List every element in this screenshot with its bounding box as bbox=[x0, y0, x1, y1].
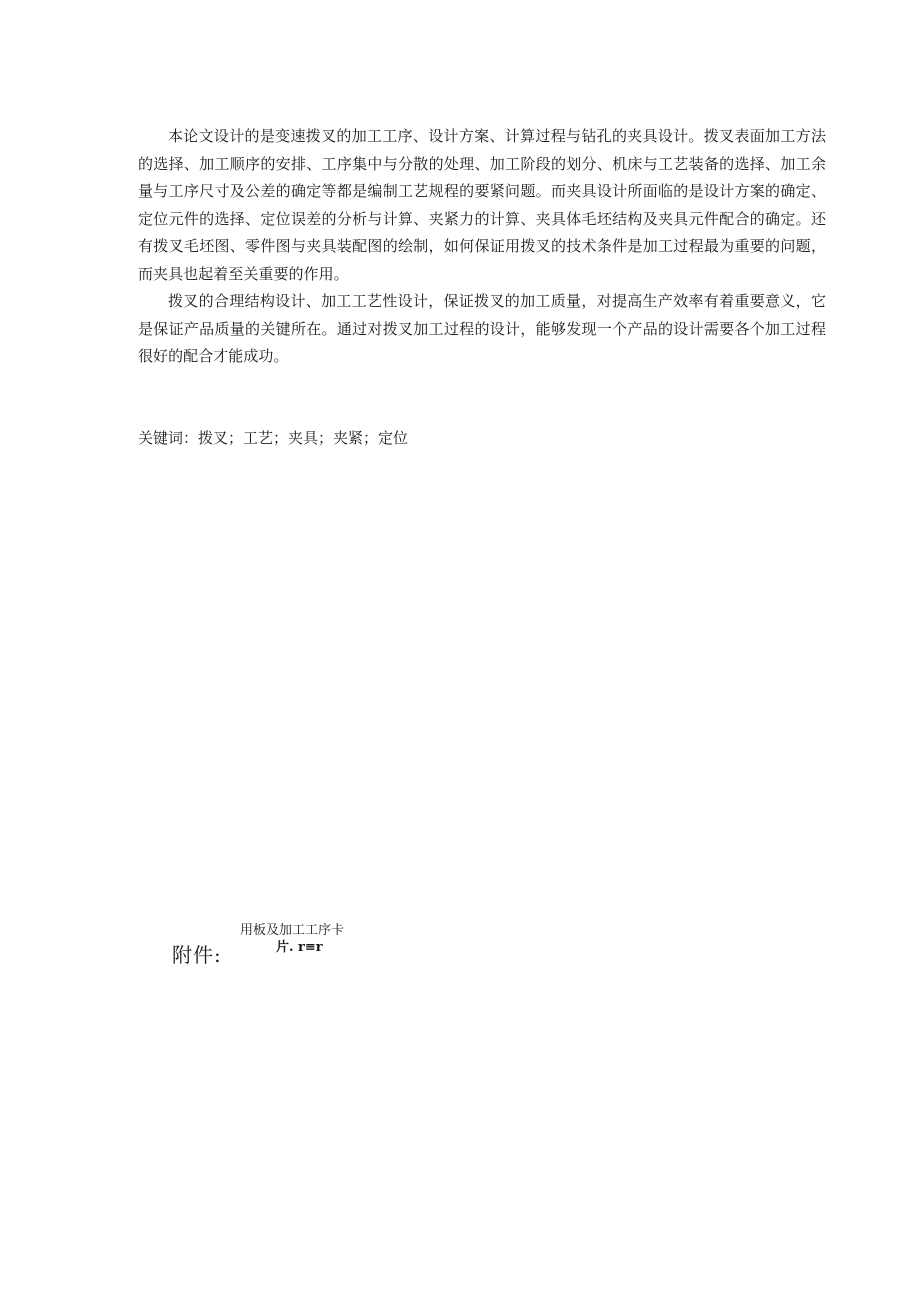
abstract-paragraph-1: 本论文设计的是变速拨叉的加工工序、设计方案、计算过程与钻孔的夹具设计。拨叉表面加工方法的选择、加工顺序的安排、工序集中与分散的处理、加工阶段的划分、机床与工艺装备的选择、加工余量与工序尺寸及公差的确定等都是编制工艺规程的要紧问题。而夹具设计所面临的是设计方案的确定、定位元件的选择、定位误差的分析与计算、夹紧力的计算、夹具体毛坯结构及夹具元件配合的确定。还有拨叉毛坯图、零件图与夹具装配图的绘制，如何保证用拨叉的技术条件是加工过程最为重要的问题，而夹具也起着至关重要的作用。 bbox=[138, 127, 826, 283]
abstract-section bbox=[138, 123, 826, 371]
keywords-line: 关键词：拨叉；工艺；夹具；夹紧；定位 bbox=[138, 429, 409, 447]
attachment-label: 附件: bbox=[172, 943, 222, 967]
abstract-paragraph-2: 拨叉的合理结构设计、加工工艺性设计，保证拨叉的加工质量，对提高生产效率有着重要意义，它是保证产品质量的关键所在。通过对拨叉加工过程的设计，能够发现一个产品的设计需要各个加工过程很好的配合才能成功。 bbox=[138, 292, 826, 365]
attachment-note bbox=[240, 922, 360, 956]
attachment-note-line-1: 用板及加工工序卡 bbox=[240, 923, 345, 938]
attachment-note-line-2: 片. r≡r bbox=[276, 940, 323, 955]
